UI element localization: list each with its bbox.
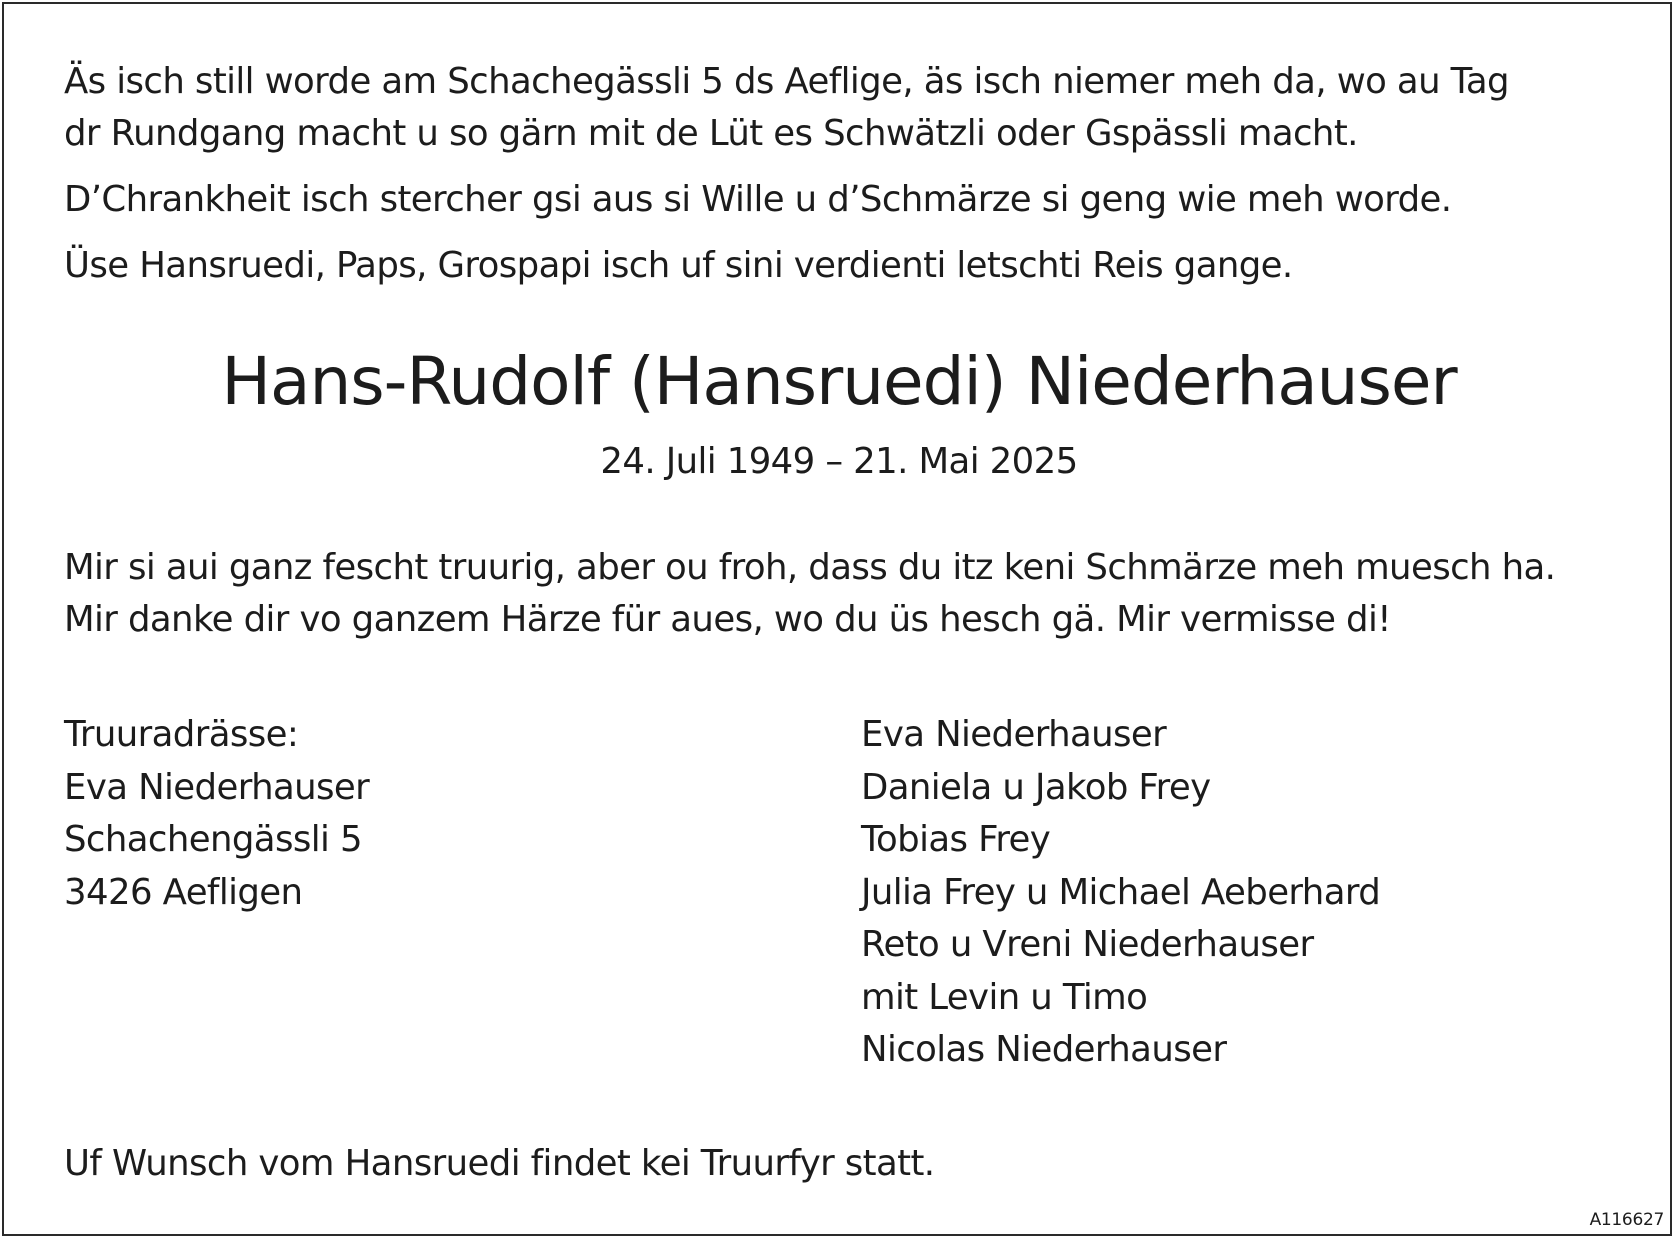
life-dates: 24. Juli 1949 – 21. Mai 2025 (600, 441, 1078, 482)
deceased-name: Hans-Rudolf (Hansruedi) Niederhauser (221, 343, 1457, 420)
reference-number: A116627 (1589, 1210, 1664, 1230)
intro-line: dr Rundgang macht u so gärn mit de Lüt es Schwätzli oder Gspässli macht. (64, 113, 1358, 154)
message-paragraph (64, 542, 1555, 646)
intro-line: Üse Hansruedi, Paps, Grospapi isch uf sini verdienti letschti Reis gange. (64, 245, 1293, 286)
journey-paragraph (64, 240, 1293, 292)
message-line: Mir danke dir vo ganzem Härze für aues, wo du üs hesch gä. Mir vermisse di! (64, 599, 1391, 640)
address-line: Eva Niederhauser (64, 766, 370, 808)
intro-line: D’Chrankheit isch stercher gsi aus si Wille u d’Schmärze si geng wie meh worde. (64, 179, 1452, 220)
mourner-name: Julia Frey u Michael Aeberhard (861, 871, 1381, 913)
intro-paragraph (64, 56, 1509, 160)
message-line: Mir si aui ganz fescht truurig, aber ou froh, dass du itz keni Schmärze meh muesch ha. (64, 547, 1556, 588)
address-line: Schachengässli 5 (64, 819, 362, 860)
mourner-name: Reto u Vreni Niederhauser (861, 924, 1314, 965)
mourner-name: Daniela u Jakob Frey (861, 766, 1211, 808)
mourner-name: Tobias Frey (861, 819, 1051, 860)
mourner-name: Eva Niederhauser (861, 714, 1167, 755)
mourning-address (64, 709, 369, 919)
illness-paragraph (64, 174, 1451, 226)
address-line: 3426 Aefligen (64, 871, 303, 913)
mourner-name: Nicolas Niederhauser (861, 1029, 1227, 1070)
closing-note: Uf Wunsch vom Hansruedi findet kei Truurfyr statt. (64, 1143, 935, 1184)
mourner-name: mit Levin u Timo (861, 976, 1148, 1018)
address-label: Truuradrässe: (64, 714, 299, 755)
mourners-list (861, 709, 1380, 1077)
intro-line: Äs isch still worde am Schachegässli 5 ds Aeflige, äs isch niemer meh da, wo au Tag (64, 61, 1509, 102)
